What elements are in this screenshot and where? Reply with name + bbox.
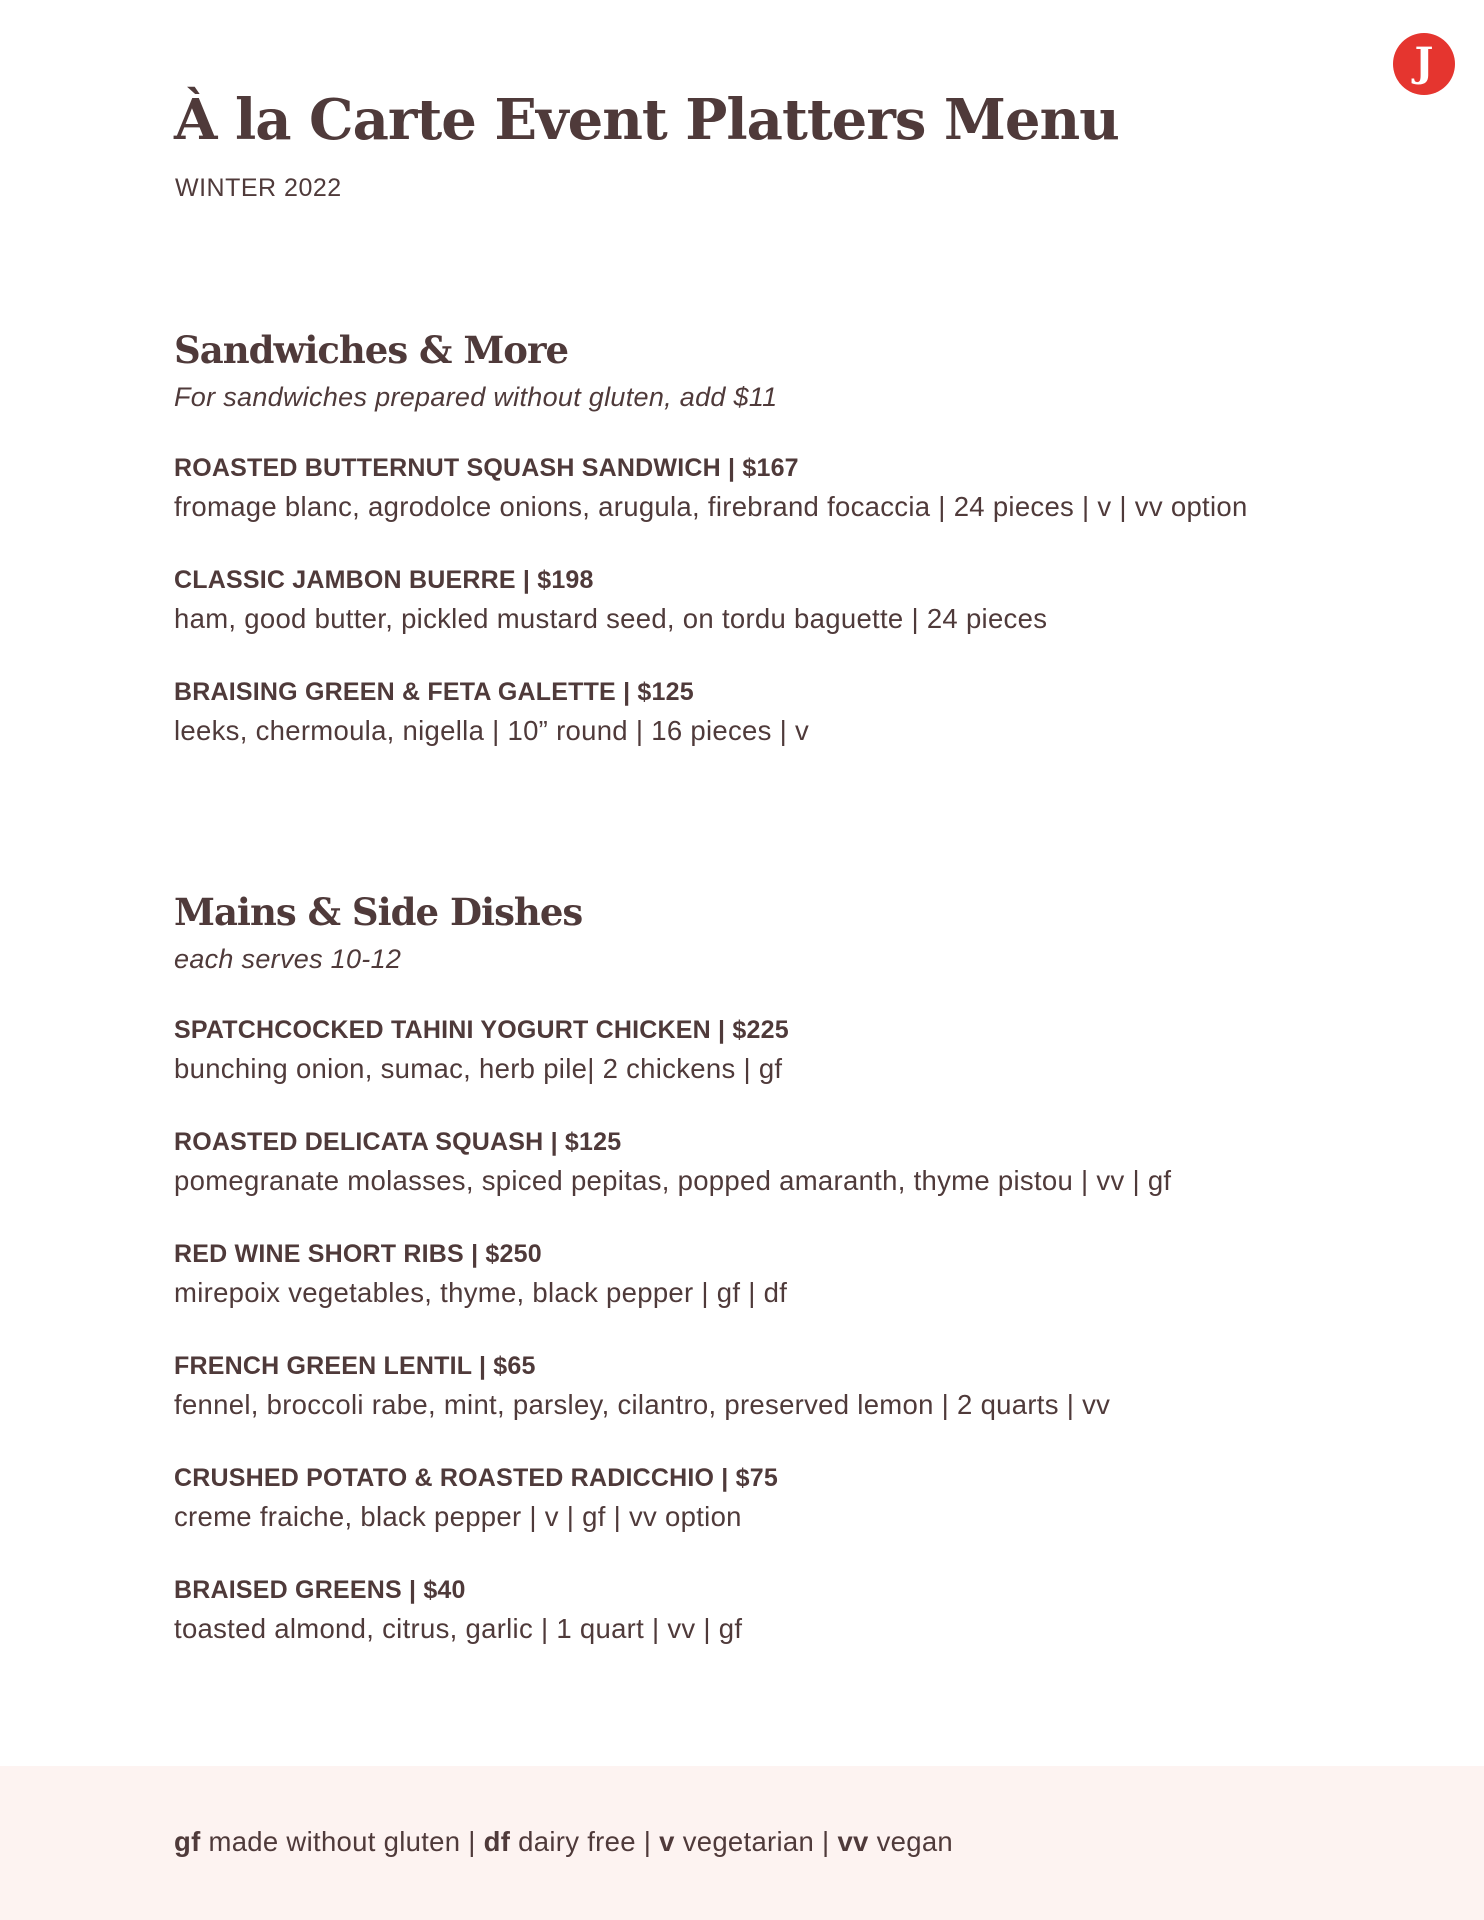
legend-text-vv: vegan <box>868 1826 954 1857</box>
menu-item <box>174 1575 1314 1647</box>
menu-item <box>174 1127 1314 1199</box>
menu-item-description: bunching onion, sumac, herb pile| 2 chickens | gf <box>174 1053 783 1085</box>
section-note: For sandwiches prepared without gluten, add $11 <box>174 381 778 412</box>
menu-item-description: mirepoix vegetables, thyme, black pepper | gf | df <box>174 1277 788 1309</box>
page-title: À la Carte Event Platters Menu <box>174 87 1119 153</box>
legend-code-df: df <box>483 1826 511 1857</box>
brand-logo <box>1393 33 1455 95</box>
legend-code-v: v <box>659 1826 675 1857</box>
menu-item-name: ROASTED BUTTERNUT SQUASH SANDWICH | $167 <box>174 454 799 483</box>
menu-item <box>174 677 1314 749</box>
menu-item-description: leeks, chermoula, nigella | 10” round | 16 pieces | v <box>174 715 810 747</box>
menu-item-description: creme fraiche, black pepper | v | gf | vv option <box>174 1501 742 1533</box>
menu-item-name: ROASTED DELICATA SQUASH | $125 <box>174 1128 622 1157</box>
menu-item <box>174 1463 1314 1535</box>
menu-item-name: CRUSHED POTATO & ROASTED RADICCHIO | $75 <box>174 1464 778 1493</box>
menu-item <box>174 1351 1314 1423</box>
legend-code-gf: gf <box>174 1826 201 1857</box>
legend-text-v: vegetarian | <box>674 1826 838 1857</box>
menu-item <box>174 565 1314 637</box>
menu-item-name: BRAISING GREEN & FETA GALETTE | $125 <box>174 678 694 707</box>
legend-text-df: dairy free | <box>510 1826 660 1857</box>
section-title: Mains & Side Dishes <box>174 890 583 934</box>
menu-item <box>174 1239 1314 1311</box>
section-mains <box>174 892 1314 1647</box>
dietary-legend-footer <box>0 1766 1484 1920</box>
menu-item-description: ham, good butter, pickled mustard seed, on tordu baguette | 24 pieces <box>174 603 1048 635</box>
menu-item-name: SPATCHCOCKED TAHINI YOGURT CHICKEN | $225 <box>174 1016 789 1045</box>
legend-text-gf: made without gluten | <box>200 1826 484 1857</box>
legend-code-vv: vv <box>837 1826 869 1857</box>
dietary-legend <box>174 1826 953 1858</box>
season-subtitle: WINTER 2022 <box>175 174 342 202</box>
menu-item <box>174 453 1314 525</box>
menu-item-name: CLASSIC JAMBON BUERRE | $198 <box>174 566 594 595</box>
menu-item-name: FRENCH GREEN LENTIL | $65 <box>174 1352 536 1381</box>
menu-item <box>174 1015 1314 1087</box>
section-sandwiches <box>174 330 1314 749</box>
menu-item-description: toasted almond, citrus, garlic | 1 quart | vv | gf <box>174 1613 743 1645</box>
menu-item-name: RED WINE SHORT RIBS | $250 <box>174 1240 542 1269</box>
section-title: Sandwiches & More <box>174 328 569 372</box>
logo-letter: J <box>1414 39 1434 86</box>
menu-item-description: fennel, broccoli rabe, mint, parsley, cilantro, preserved lemon | 2 quarts | vv <box>174 1389 1111 1421</box>
menu-item-description: fromage blanc, agrodolce onions, arugula, firebrand focaccia | 24 pieces | v | vv option <box>174 491 1248 523</box>
menu-item-description: pomegranate molasses, spiced pepitas, popped amaranth, thyme pistou | vv | gf <box>174 1165 1172 1197</box>
menu-item-name: BRAISED GREENS | $40 <box>174 1576 466 1605</box>
section-note: each serves 10-12 <box>174 943 402 974</box>
